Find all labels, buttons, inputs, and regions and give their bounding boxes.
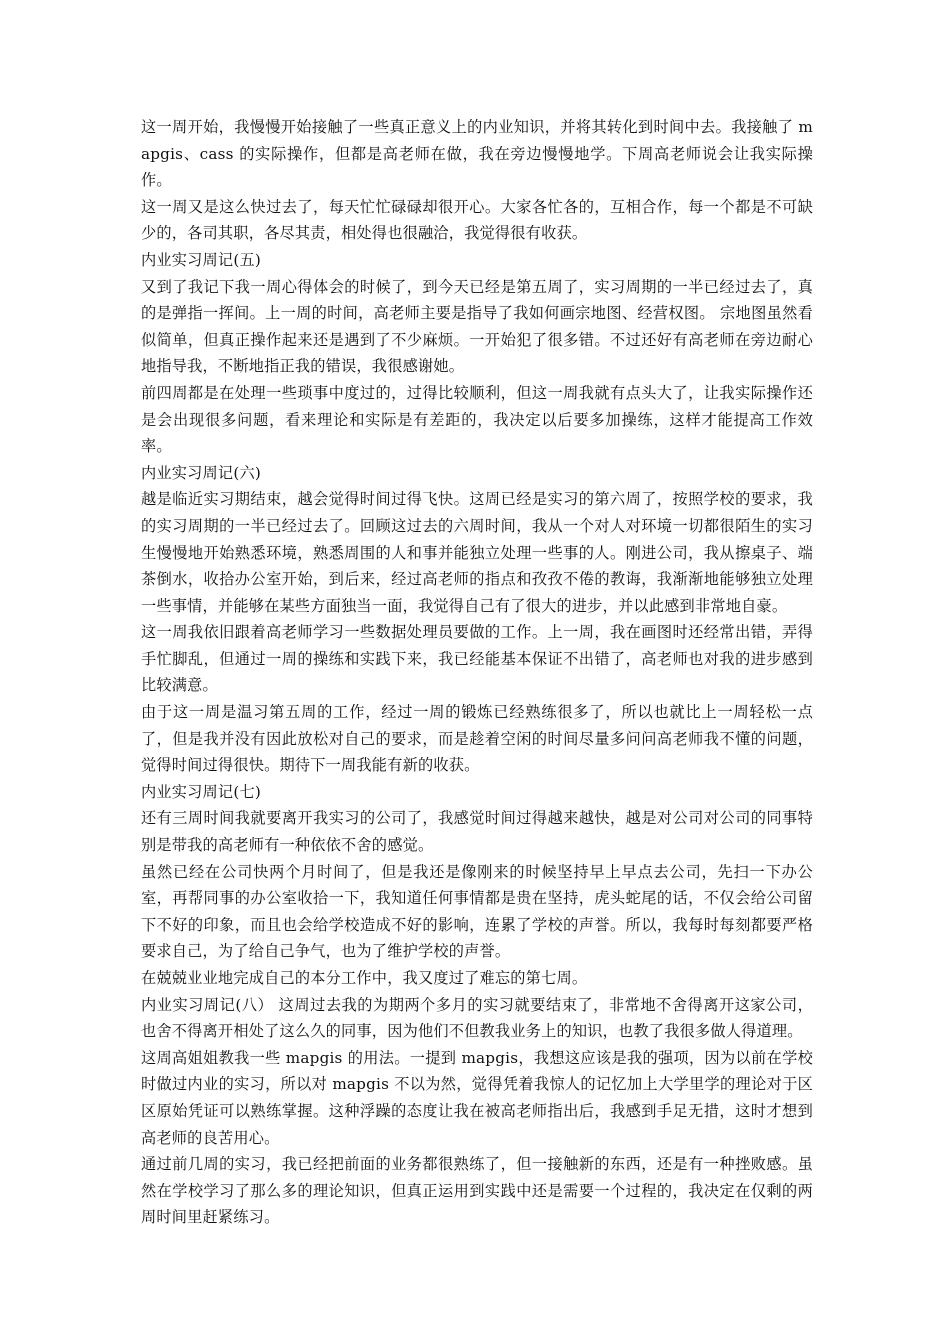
paragraph: 这一周又是这么快过去了，每天忙忙碌碌却很开心。大家各忙各的，互相合作，每一个都是不可缺少的，各司其职，各尽其责，相处得也很融洽，我觉得很有收获。 (141, 197, 813, 243)
document-body (141, 114, 813, 1231)
paragraph: 这周高姐姐教我一些 mapgis 的用法。一提到 mapgis，我想这应该是我的强项，因为以前在学校时做过内业的实习，所以对 mapgis 不以为然，觉得凭着我惊人的记忆加上大学里学的理论对于区区原始凭证可以熟练掌握。这种浮躁的态度让我在被高老师指出后，我感到手足无措，这时才想到高老师的良苦用心。 (141, 1048, 813, 1147)
section-heading-week-7: 内业实习周记(七) (141, 782, 261, 801)
section-heading-week-5: 内业实习周记(五) (141, 250, 261, 269)
paragraph: 通过前几周的实习，我已经把前面的业务都很熟练了，但一接触新的东西，还是有一种挫败感。虽然在学校学习了那么多的理论知识，但真正运用到实践中还是需要一个过程的，我决定在仅剩的两周时间里赶紧练习。 (141, 1155, 813, 1227)
paragraph: 虽然已经在公司快两个月时间了，但是我还是像刚来的时候坚持早上早点去公司，先扫一下办公室，再帮同事的办公室收拾一下，我知道任何事情都是贵在坚持，虎头蛇尾的话，不仅会给公司留下不好的印象，而且也会给学校造成不好的影响，连累了学校的声誉。所以，我每时每刻都要严格要求自己，为了给自己争气，也为了维护学校的声誉。 (141, 862, 813, 961)
paragraph: 由于这一周是温习第五周的工作，经过一周的锻炼已经熟练很多了，所以也就比上一周轻松一点了，但是我并没有因此放松对自己的要求，而是趁着空闲的时间尽量多问问高老师我不懂的问题，觉得时间过得很快。期待下一周我能有新的收获。 (141, 703, 813, 775)
paragraph: 这一周开始，我慢慢开始接触了一些真正意义上的内业知识，并将其转化到时间中去。我接触了 mapgis、cass 的实际操作，但都是高老师在做，我在旁边慢慢地学。下周高老师说会让我实际操作。 (141, 118, 813, 190)
paragraph: 在兢兢业业地完成自己的本分工作中，我又度过了难忘的第七周。 (141, 969, 588, 987)
section-heading-week-6: 内业实习周记(六) (141, 463, 261, 482)
paragraph: 前四周都是在处理一些琐事中度过的，过得比较顺利，但这一周我就有点头大了，让我实际操作还是会出现很多问题，看来理论和实际是有差距的，我决定以后要多加操练，这样才能提高工作效率。 (141, 383, 813, 456)
paragraph: 越是临近实习期结束，越会觉得时间过得飞快。这周已经是实习的第六周了，按照学校的要求，我的实习周期的一半已经过去了。回顾这过去的六周时间，我从一个对人对环境一切都很陌生的实习生慢慢地开始熟悉环境，熟悉周围的人和事并能独立处理一些事的人。刚进公司，我从擦桌子、端茶倒水，收拾办公室开始，到后来，经过高老师的指点和孜孜不倦的教诲，我渐渐地能够独立处理一些事情，并能够在某些方面独当一面，我觉得自己有了很大的进步，并以此感到非常地自豪。 (141, 490, 813, 615)
paragraph: 这一周我依旧跟着高老师学习一些数据处理员要做的工作。上一周，我在画图时还经常出错，弄得手忙脚乱，但通过一周的操练和实践下来，我已经能基本保证不出错了，高老师也对我的进步感到比较满意。 (141, 623, 813, 695)
paragraph-week-8-intro: 内业实习周记(八） 这周过去我的为期两个多月的实习就要结束了，非常地不舍得离开这家公司，也舍不得离开相处了这么久的同事，因为他们不但教我业务上的知识，也教了我很多做人得道理。 (141, 995, 813, 1041)
paragraph: 还有三周时间我就要离开我实习的公司了，我感觉时间过得越来越快，越是对公司对公司的同事特别是带我的高老师有一种依依不舍的感觉。 (141, 809, 813, 855)
paragraph: 又到了我记下我一周心得体会的时候了，到今天已经是第五周了，实习周期的一半已经过去了，真的是弹指一挥间。上一周的时间，高老师主要是指导了我如何画宗地图、经营权图。 宗地图虽然看似简单，但真正操作起来还是遇到了不少麻烦。一开始犯了很多错。不过还好有高老师在旁边耐心地指导我，不断地指正我的错误，我很感谢她。 (141, 277, 813, 376)
